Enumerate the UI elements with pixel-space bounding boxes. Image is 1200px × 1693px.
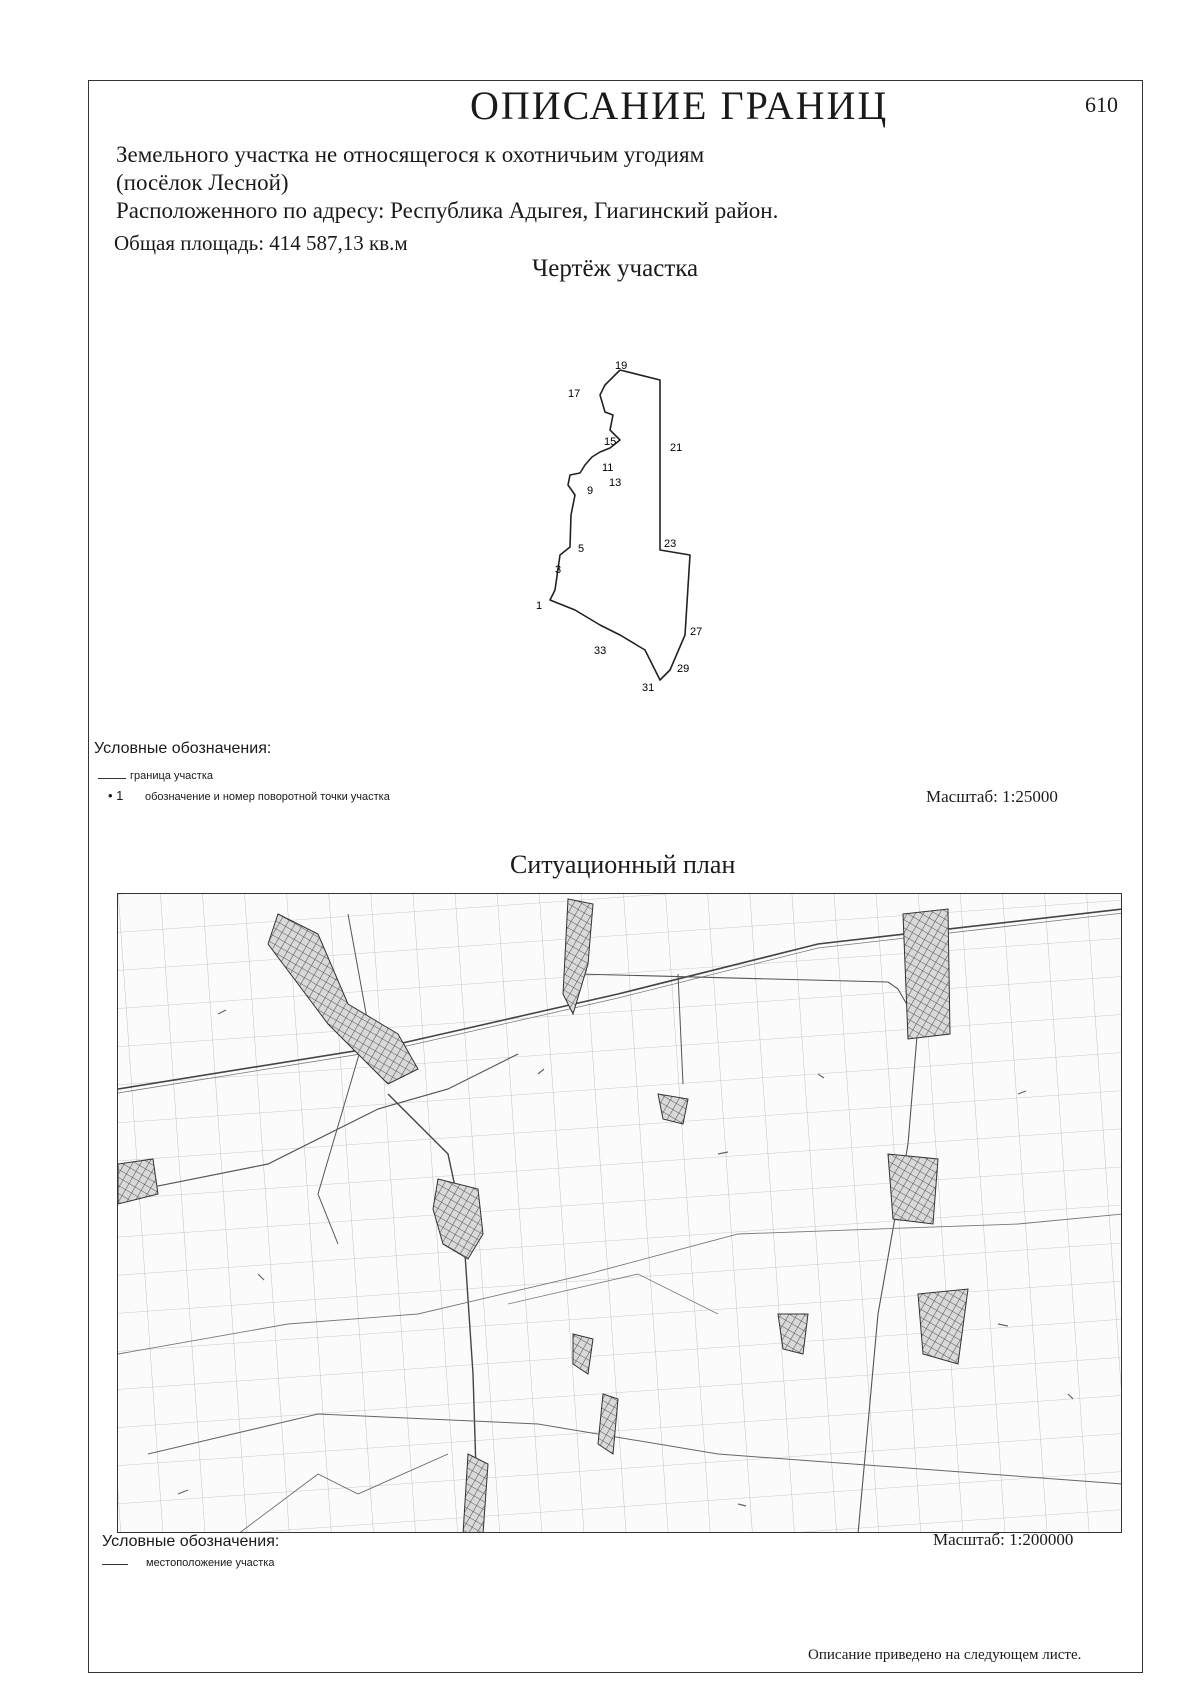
situation-map (117, 893, 1122, 1533)
point-label-21: 21 (670, 442, 683, 454)
location-line-symbol (102, 1564, 128, 1565)
legend-heading: Условные обозначения: (94, 740, 272, 757)
boundary-line-symbol (98, 778, 126, 779)
point-label-33: 33 (594, 645, 607, 657)
point-label-5: 5 (578, 543, 585, 555)
drawing-heading: Чертёж участка (532, 255, 699, 282)
map-legend-heading: Условные обозначения: (102, 1533, 280, 1550)
point-label-9: 9 (587, 485, 594, 497)
drawing-scale: Масштаб: 1:25000 (926, 787, 1058, 806)
situation-heading: Ситуационный план (510, 850, 736, 879)
point-symbol: • 1 (108, 788, 124, 803)
legend-item-location: местоположение участка (146, 1557, 275, 1569)
legend-item-point: обозначение и номер поворотной точки участка (145, 791, 390, 803)
point-label-17: 17 (568, 388, 581, 400)
info-line-3: Расположенного по адресу: Республика Адыгея, Гиагинский район. (116, 198, 779, 223)
area-line: Общая площадь: 414 587,13 кв.м (114, 231, 408, 255)
parcel-boundary (550, 370, 690, 680)
footer-note: Описание приведено на следующем листе. (808, 1647, 1082, 1663)
point-label-13: 13 (609, 477, 622, 489)
page-title: ОПИСАНИЕ ГРАНИЦ (470, 83, 889, 128)
point-label-29: 29 (677, 663, 690, 675)
point-label-11: 11 (602, 462, 614, 474)
point-label-27: 27 (690, 626, 703, 638)
page-number: 610 (1085, 92, 1118, 117)
point-label-19: 19 (615, 360, 628, 372)
point-label-1: 1 (536, 600, 543, 612)
map-graphic (118, 894, 1122, 1533)
map-scale: Масштаб: 1:200000 (933, 1530, 1074, 1549)
info-line-1: Земельного участка не относящегося к охотничьим угодиям (116, 142, 705, 167)
parcel-drawing (520, 345, 720, 695)
info-line-2: (посёлок Лесной) (116, 170, 289, 195)
point-label-3: 3 (555, 564, 562, 576)
point-label-15: 15 (604, 436, 617, 448)
point-label-31: 31 (642, 682, 655, 694)
legend-item-boundary: граница участка (130, 770, 213, 782)
point-label-23: 23 (664, 538, 677, 550)
